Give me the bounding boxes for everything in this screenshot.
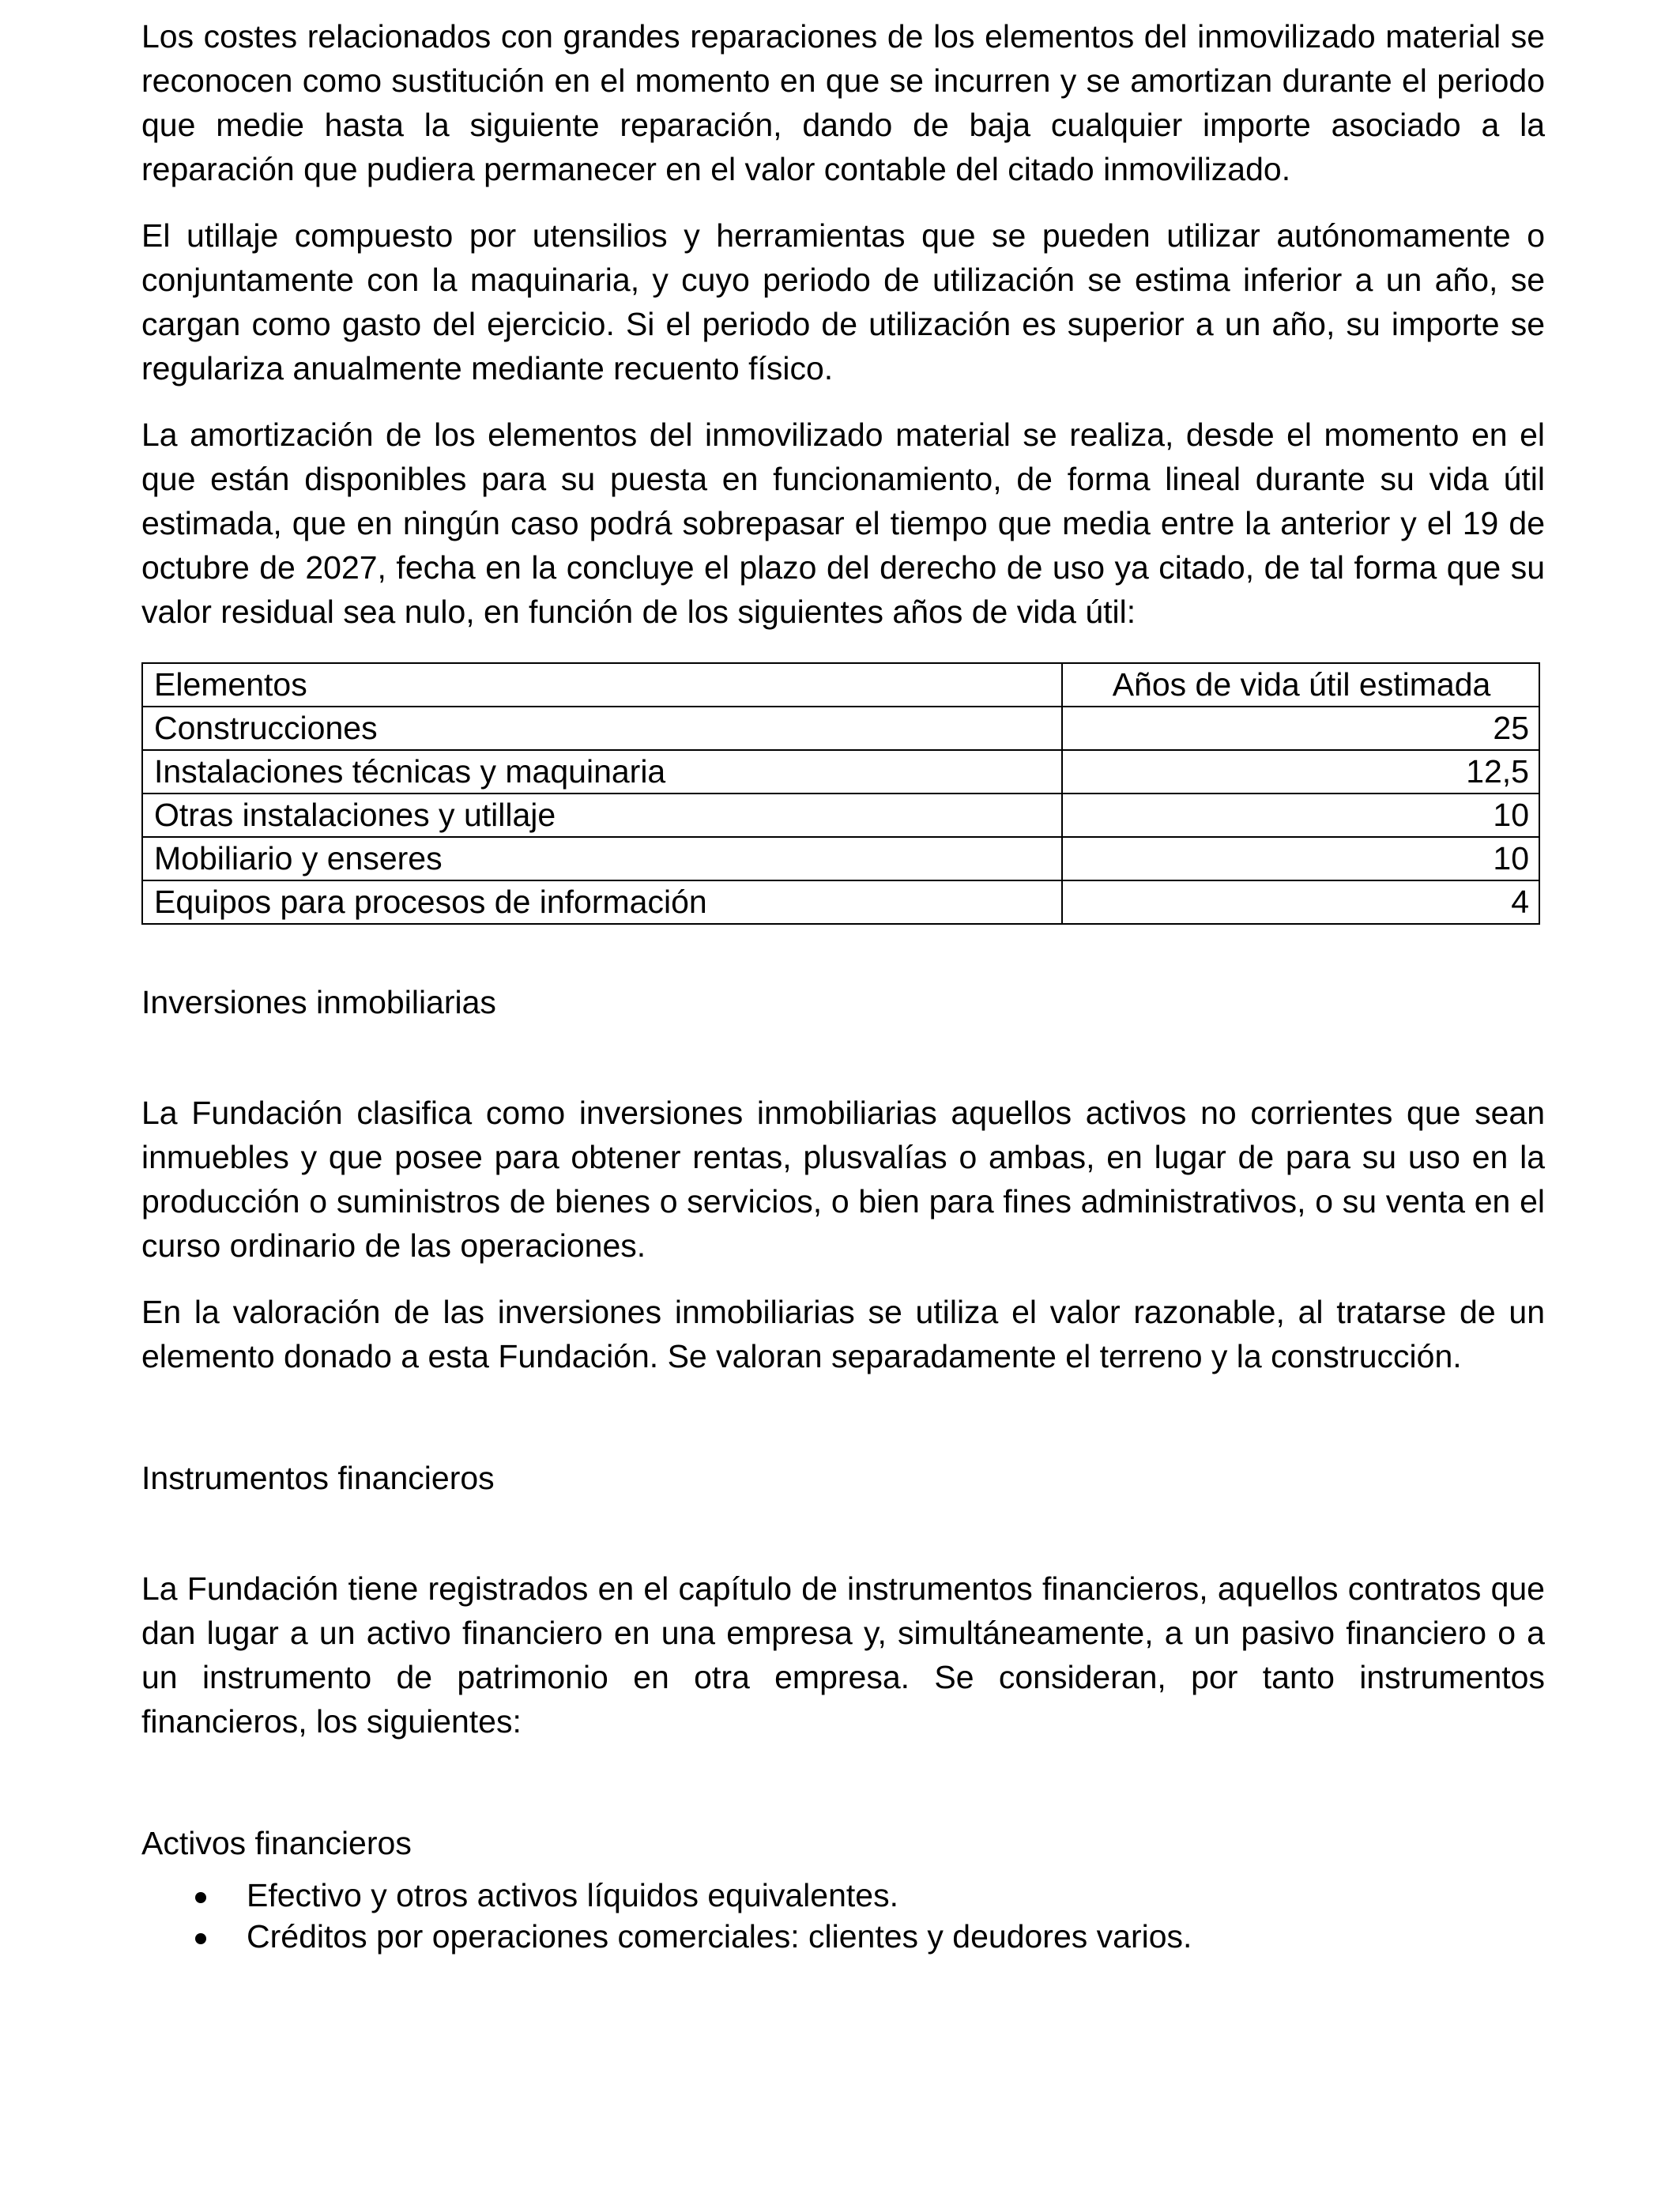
table-row (142, 837, 1539, 880)
bullet-icon (195, 1933, 206, 1944)
table-cell-element: Instalaciones técnicas y maquinaria (142, 750, 1062, 794)
table-cell-years: 10 (1062, 794, 1539, 837)
list-item (141, 1916, 1545, 1957)
paragraph-amortizacion: La amortización de los elementos del inmovilizado material se realiza, desde el momento en el que están disponibles para su puesta en funcionamiento, de forma lineal durante su vida útil estimada, que en ningún caso podrá sobrepasar el tiempo que media entre la anterior y el 19 de octubre de 2027, fecha en la concluye el plazo del derecho de uso ya citado, de tal forma que su valor residual sea nulo, en función de los siguientes años de vida útil: (141, 417, 1545, 630)
table-cell-years: 25 (1062, 707, 1539, 750)
activos-list (141, 1875, 1545, 1957)
bullet-icon (195, 1892, 206, 1903)
heading-activos-financieros: Activos financieros (141, 1825, 412, 1861)
table-row (142, 707, 1539, 750)
list-item (141, 1875, 1545, 1916)
paragraph-grandes-reparaciones: Los costes relacionados con grandes reparaciones de los elementos del inmovilizado material se reconocen como sustitución en el momento en que se incurren y se amortizan durante el periodo que medie hasta la siguiente reparación, dando de baja cualquier importe asociado a la reparación que pudiera permanecer en el valor contable del citado inmovilizado. (141, 18, 1545, 187)
list-item-text: Créditos por operaciones comerciales: clientes y deudores varios. (247, 1918, 1192, 1955)
heading-instrumentos-financieros: Instrumentos financieros (141, 1460, 495, 1496)
useful-life-table (141, 662, 1540, 925)
table-cell-element: Otras instalaciones y utillaje (142, 794, 1062, 837)
table-cell-element: Construcciones (142, 707, 1062, 750)
table-header-cell: Años de vida útil estimada (1062, 663, 1539, 707)
paragraph-instrumentos: La Fundación tiene registrados en el capítulo de instrumentos financieros, aquellos contratos que dan lugar a un activo financiero en una empresa y, simultáneamente, a un pasivo financiero o a un instrumento de patrimonio en otra empresa. Se consideran, por tanto instrumentos financieros, los siguientes: (141, 1570, 1545, 1740)
table-cell-years: 10 (1062, 837, 1539, 880)
table-cell-years: 12,5 (1062, 750, 1539, 794)
heading-inversiones-inmobiliarias: Inversiones inmobiliarias (141, 984, 496, 1020)
table-header-cell: Elementos (142, 663, 1062, 707)
table-cell-element: Mobiliario y enseres (142, 837, 1062, 880)
table-row (142, 794, 1539, 837)
paragraph-utillaje: El utillaje compuesto por utensilios y herramientas que se pueden utilizar autónomamente o conjuntamente con la maquinaria, y cuyo periodo de utilización se estima inferior a un año, se cargan como gasto del ejercicio. Si el periodo de utilización es superior a un año, su importe se regulariza anualmente mediante recuento físico. (141, 217, 1545, 386)
table-row (142, 880, 1539, 924)
table-header-row (142, 663, 1539, 707)
page-content (141, 14, 1545, 1957)
paragraph-inversiones-clasifica: La Fundación clasifica como inversiones inmobiliarias aquellos activos no corrientes que sean inmuebles y que posee para obtener rentas, plusvalías o ambas, en lugar de para su uso en la producción o suministros de bienes o servicios, o bien para fines administrativos, o su venta en el curso ordinario de las operaciones. (141, 1095, 1545, 1264)
table-cell-years: 4 (1062, 880, 1539, 924)
list-item-text: Efectivo y otros activos líquidos equivalentes. (247, 1877, 898, 1913)
table-row (142, 750, 1539, 794)
table-cell-element: Equipos para procesos de información (142, 880, 1062, 924)
paragraph-inversiones-valoracion: En la valoración de las inversiones inmobiliarias se utiliza el valor razonable, al tratarse de un elemento donado a esta Fundación. Se valoran separadamente el terreno y la construcción. (141, 1294, 1545, 1374)
